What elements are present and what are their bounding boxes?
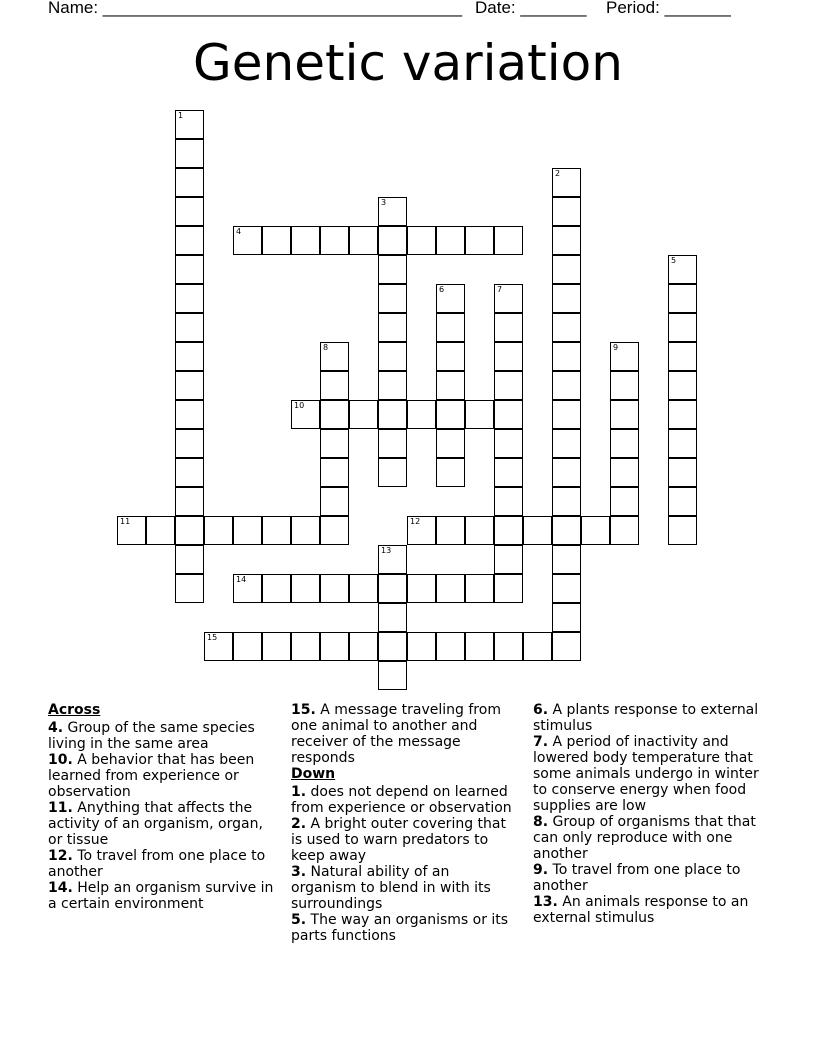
crossword-cell[interactable]	[436, 632, 465, 661]
clue-across-14: 14. Help an organism survive in a certain environment	[48, 880, 274, 912]
crossword-cell[interactable]	[436, 371, 465, 400]
crossword-cell[interactable]	[552, 487, 581, 516]
crossword-cell[interactable]	[610, 342, 639, 371]
clue-down-1: 1. does not depend on learned from experience or observation	[291, 784, 512, 816]
clue-across-10: 10. A behavior that has been learned from experience or observation	[48, 752, 255, 800]
crossword-cell[interactable]	[291, 400, 320, 429]
crossword-cell[interactable]	[320, 487, 349, 516]
crossword-cell[interactable]	[407, 574, 436, 603]
crossword-cell[interactable]	[407, 632, 436, 661]
crossword-cell[interactable]	[291, 226, 320, 255]
crossword-cell[interactable]	[175, 168, 204, 197]
crossword-cell[interactable]	[175, 284, 204, 313]
crossword-cell[interactable]	[175, 313, 204, 342]
crossword-cell[interactable]	[320, 632, 349, 661]
crossword-cell[interactable]	[378, 226, 407, 255]
crossword-cell[interactable]	[494, 429, 523, 458]
crossword-cell[interactable]	[175, 487, 204, 516]
clue-number: 4	[236, 227, 242, 236]
clue-down-5: 5. The way an organisms or its parts functions	[291, 912, 509, 944]
crossword-cell[interactable]	[407, 516, 436, 545]
crossword-cell[interactable]	[175, 516, 204, 545]
crossword-cell[interactable]	[494, 632, 523, 661]
crossword-cell[interactable]	[175, 197, 204, 226]
crossword-cell[interactable]	[291, 632, 320, 661]
crossword-cell[interactable]	[175, 371, 204, 400]
crossword-cell[interactable]	[668, 400, 697, 429]
crossword-cell[interactable]	[552, 603, 581, 632]
crossword-cell[interactable]	[494, 545, 523, 574]
crossword-cell[interactable]	[378, 632, 407, 661]
clue-across-4: 4. Group of the same species living in the same area	[48, 720, 255, 752]
crossword-cell[interactable]	[436, 313, 465, 342]
crossword-cell[interactable]	[552, 313, 581, 342]
clue-number: 1	[178, 111, 184, 120]
clue-across-12: 12. To travel from one place to another	[48, 848, 266, 880]
crossword-cell[interactable]	[175, 342, 204, 371]
clue-down-3: 3. Natural ability of an organism to blend in with its surroundings	[291, 864, 491, 912]
crossword-cell[interactable]	[146, 516, 175, 545]
crossword-cell[interactable]	[436, 400, 465, 429]
crossword-cell[interactable]	[378, 429, 407, 458]
crossword-cell[interactable]	[668, 458, 697, 487]
crossword-cell[interactable]	[465, 516, 494, 545]
crossword-cell[interactable]	[552, 284, 581, 313]
crossword-cell[interactable]	[320, 429, 349, 458]
crossword-cell[interactable]	[610, 516, 639, 545]
clue-down-9: 9. To travel from one place to another	[533, 862, 741, 894]
crossword-cell[interactable]	[378, 458, 407, 487]
crossword-cell[interactable]	[552, 545, 581, 574]
crossword-cell[interactable]	[494, 458, 523, 487]
clue-number: 14	[236, 575, 247, 584]
crossword-cell[interactable]	[436, 574, 465, 603]
crossword-cell[interactable]	[494, 284, 523, 313]
crossword-cell[interactable]	[552, 516, 581, 545]
crossword-cell[interactable]	[552, 429, 581, 458]
crossword-cell[interactable]	[552, 197, 581, 226]
crossword-cell[interactable]	[320, 342, 349, 371]
crossword-cell[interactable]	[407, 226, 436, 255]
crossword-cell[interactable]	[117, 516, 146, 545]
crossword-cell[interactable]	[494, 342, 523, 371]
crossword-cell[interactable]	[349, 400, 378, 429]
crossword-cell[interactable]	[581, 516, 610, 545]
crossword-cell[interactable]	[175, 110, 204, 139]
crossword-cell[interactable]	[668, 284, 697, 313]
crossword-cell[interactable]	[668, 342, 697, 371]
crossword-cell[interactable]	[494, 400, 523, 429]
crossword-cell[interactable]	[494, 313, 523, 342]
crossword-cell[interactable]	[175, 545, 204, 574]
crossword-cell[interactable]	[378, 371, 407, 400]
crossword-cell[interactable]	[378, 342, 407, 371]
crossword-cell[interactable]	[552, 255, 581, 284]
crossword-cell[interactable]	[610, 371, 639, 400]
crossword-cell[interactable]	[262, 516, 291, 545]
crossword-cell[interactable]	[465, 632, 494, 661]
crossword-cell[interactable]	[436, 342, 465, 371]
crossword-cell[interactable]	[320, 400, 349, 429]
crossword-cell[interactable]	[552, 458, 581, 487]
clue-down-2: 2. A bright outer covering that is used to warn predators to keep away	[291, 816, 506, 864]
crossword-cell[interactable]	[494, 516, 523, 545]
crossword-cell[interactable]	[349, 632, 378, 661]
crossword-cell[interactable]	[175, 226, 204, 255]
crossword-cell[interactable]	[320, 458, 349, 487]
crossword-cell[interactable]	[552, 371, 581, 400]
crossword-cell[interactable]	[378, 545, 407, 574]
clue-number: 2	[555, 169, 561, 178]
clue-down-7: 7. A period of inactivity and lowered body temperature that some animals undergo in winter to conserve energy when food supplies are low	[533, 734, 759, 814]
crossword-cell[interactable]	[465, 574, 494, 603]
crossword-cell[interactable]	[320, 371, 349, 400]
crossword-cell[interactable]	[494, 371, 523, 400]
crossword-cell[interactable]	[610, 429, 639, 458]
crossword-cell[interactable]	[668, 313, 697, 342]
crossword-cell[interactable]	[204, 632, 233, 661]
crossword-cell[interactable]	[552, 400, 581, 429]
clue-number: 11	[120, 517, 131, 526]
crossword-cell[interactable]	[291, 516, 320, 545]
crossword-cell[interactable]	[523, 516, 552, 545]
crossword-cell[interactable]	[668, 255, 697, 284]
crossword-cell[interactable]	[378, 255, 407, 284]
crossword-cell[interactable]	[262, 632, 291, 661]
crossword-cell[interactable]	[494, 574, 523, 603]
crossword-cell[interactable]	[668, 516, 697, 545]
crossword-cell[interactable]	[436, 458, 465, 487]
page-title: Genetic variation	[193, 34, 623, 92]
crossword-cell[interactable]	[175, 255, 204, 284]
clues-column-3	[533, 702, 773, 926]
crossword-cell[interactable]	[523, 632, 552, 661]
crossword-cell[interactable]	[233, 226, 262, 255]
crossword-cell[interactable]	[407, 400, 436, 429]
crossword-cell[interactable]	[233, 574, 262, 603]
crossword-cell[interactable]	[552, 574, 581, 603]
crossword-cell[interactable]	[494, 487, 523, 516]
clues-column-1	[48, 702, 280, 912]
crossword-cell[interactable]	[175, 400, 204, 429]
crossword-cell[interactable]	[378, 400, 407, 429]
clue-number: 15	[207, 633, 218, 642]
crossword-cell[interactable]	[668, 429, 697, 458]
across-heading: Across	[48, 702, 101, 718]
crossword-cell[interactable]	[668, 487, 697, 516]
crossword-cell[interactable]	[610, 400, 639, 429]
clue-number: 9	[613, 343, 619, 352]
period-field[interactable]: Period: _______	[606, 0, 731, 17]
crossword-cell[interactable]	[175, 458, 204, 487]
clue-number: 7	[497, 285, 503, 294]
crossword-cell[interactable]	[320, 574, 349, 603]
crossword-cell[interactable]	[349, 574, 378, 603]
date-field[interactable]: Date: _______	[475, 0, 587, 17]
clue-down-8: 8. Group of organisms that that can only reproduce with one another	[533, 814, 756, 862]
crossword-cell[interactable]	[436, 226, 465, 255]
clue-number: 12	[410, 517, 421, 526]
clue-across-11: 11. Anything that affects the activity of an organism, organ, or tissue	[48, 800, 263, 848]
crossword-cell[interactable]	[378, 661, 407, 690]
crossword-cell[interactable]	[291, 574, 320, 603]
clue-down-13: 13. An animals response to an external stimulus	[533, 894, 749, 926]
crossword-cell[interactable]	[378, 574, 407, 603]
crossword-cell[interactable]	[175, 429, 204, 458]
crossword-cell[interactable]	[465, 226, 494, 255]
crossword-cell[interactable]	[378, 284, 407, 313]
clue-down-6: 6. A plants response to external stimulus	[533, 702, 759, 734]
crossword-cell[interactable]	[552, 168, 581, 197]
crossword-cell[interactable]	[436, 284, 465, 313]
crossword-cell[interactable]	[378, 197, 407, 226]
clue-number: 3	[381, 198, 387, 207]
crossword-cell[interactable]	[552, 226, 581, 255]
crossword-cell[interactable]	[204, 516, 233, 545]
crossword-cell[interactable]	[233, 516, 262, 545]
crossword-cell[interactable]	[610, 487, 639, 516]
clue-across-15: 15. A message traveling from one animal to another and receiver of the message responds	[291, 702, 501, 766]
name-field[interactable]: Name: ______________________________________	[48, 0, 463, 17]
clue-number: 6	[439, 285, 445, 294]
crossword-cell[interactable]	[436, 516, 465, 545]
crossword-cell[interactable]	[233, 632, 262, 661]
crossword-cell[interactable]	[465, 400, 494, 429]
crossword-cell[interactable]	[494, 226, 523, 255]
crossword-cell[interactable]	[552, 342, 581, 371]
crossword-cell[interactable]	[175, 574, 204, 603]
crossword-cell[interactable]	[378, 603, 407, 632]
crossword-cell[interactable]	[349, 226, 378, 255]
crossword-cell[interactable]	[262, 574, 291, 603]
clue-number: 10	[294, 401, 305, 410]
crossword-cell[interactable]	[320, 516, 349, 545]
crossword-cell[interactable]	[262, 226, 291, 255]
down-heading: Down	[291, 766, 336, 782]
clue-number: 8	[323, 343, 329, 352]
crossword-cell[interactable]	[552, 632, 581, 661]
clue-number: 13	[381, 546, 392, 555]
crossword-cell[interactable]	[668, 371, 697, 400]
crossword-cell[interactable]	[378, 313, 407, 342]
crossword-cell[interactable]	[610, 458, 639, 487]
clue-number: 5	[671, 256, 677, 265]
crossword-cell[interactable]	[175, 139, 204, 168]
clues-column-2	[291, 702, 519, 944]
crossword-cell[interactable]	[320, 226, 349, 255]
crossword-cell[interactable]	[436, 429, 465, 458]
